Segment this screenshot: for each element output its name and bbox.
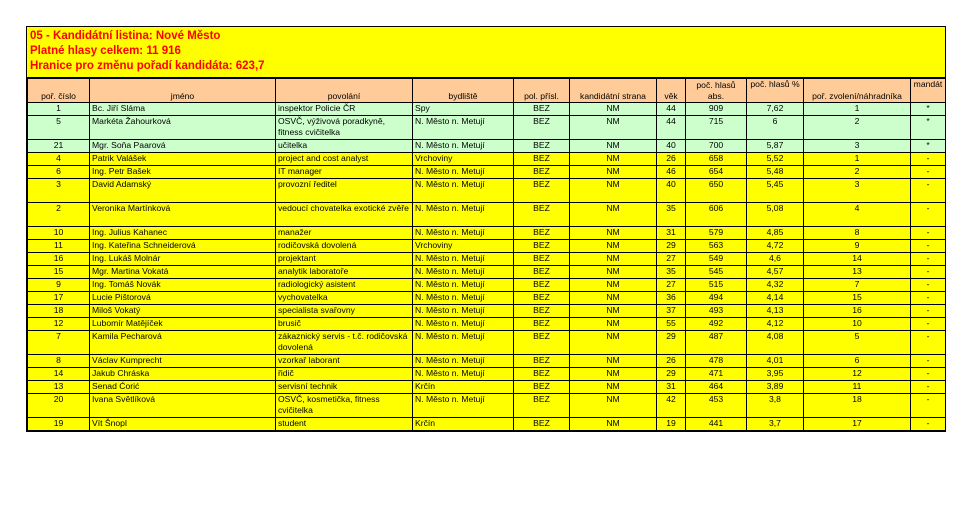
cell-strana: NM <box>570 381 657 394</box>
cell-poradi: 12 <box>804 368 911 381</box>
cell-abs: 487 <box>686 331 747 355</box>
cell-abs: 563 <box>686 240 747 253</box>
cell-abs: 606 <box>686 203 747 227</box>
cell-povolani: radiologický asistent <box>276 279 413 292</box>
cell-abs: 441 <box>686 418 747 431</box>
cell-jmeno: Ing. Petr Bašek <box>90 166 276 179</box>
cell-cislo: 19 <box>28 418 90 431</box>
cell-mandat: - <box>911 331 946 355</box>
cell-povolani: analytik laboratoře <box>276 266 413 279</box>
cell-mandat: - <box>911 227 946 240</box>
cell-pct: 4,32 <box>747 279 804 292</box>
cell-bydliste: N. Město n. Metují <box>413 266 514 279</box>
col-header-pol: pol. přísl. <box>514 79 570 103</box>
cell-poradi: 13 <box>804 266 911 279</box>
table-header-row <box>28 79 946 103</box>
cell-povolani: vzorkař laborant <box>276 355 413 368</box>
cell-strana: NM <box>570 116 657 140</box>
cell-vek: 35 <box>657 266 686 279</box>
cell-pol: BEZ <box>514 279 570 292</box>
cell-povolani: project and cost analyst <box>276 153 413 166</box>
cell-vek: 19 <box>657 418 686 431</box>
cell-pol: BEZ <box>514 103 570 116</box>
cell-pct: 3,89 <box>747 381 804 394</box>
cell-vek: 27 <box>657 279 686 292</box>
cell-jmeno: Patrik Valášek <box>90 153 276 166</box>
table-row <box>28 140 946 153</box>
cell-pct: 4,57 <box>747 266 804 279</box>
cell-cislo: 11 <box>28 240 90 253</box>
table-row <box>28 153 946 166</box>
cell-bydliste: Krčín <box>413 381 514 394</box>
cell-poradi: 2 <box>804 166 911 179</box>
cell-vek: 26 <box>657 355 686 368</box>
cell-jmeno: Miloš Vokatý <box>90 305 276 318</box>
cell-pol: BEZ <box>514 318 570 331</box>
col-header-cislo: poř. číslo <box>28 79 90 103</box>
sheet-header <box>27 27 945 78</box>
cell-bydliste: Vrchoviny <box>413 153 514 166</box>
cell-mandat: - <box>911 368 946 381</box>
cell-bydliste: N. Město n. Metují <box>413 292 514 305</box>
cell-vek: 29 <box>657 368 686 381</box>
table-row <box>28 279 946 292</box>
table-row <box>28 305 946 318</box>
cell-pol: BEZ <box>514 166 570 179</box>
cell-strana: NM <box>570 355 657 368</box>
cell-povolani: projektant <box>276 253 413 266</box>
cell-pol: BEZ <box>514 331 570 355</box>
cell-abs: 453 <box>686 394 747 418</box>
cell-cislo: 16 <box>28 253 90 266</box>
cell-jmeno: David Adamský <box>90 179 276 203</box>
cell-poradi: 7 <box>804 279 911 292</box>
cell-strana: NM <box>570 240 657 253</box>
cell-pct: 3,7 <box>747 418 804 431</box>
cell-bydliste: N. Město n. Metují <box>413 253 514 266</box>
cell-vek: 44 <box>657 116 686 140</box>
cell-bydliste: N. Město n. Metují <box>413 394 514 418</box>
cell-mandat: - <box>911 305 946 318</box>
cell-cislo: 21 <box>28 140 90 153</box>
cell-bydliste: N. Město n. Metují <box>413 318 514 331</box>
cell-jmeno: Ing. Julius Kahanec <box>90 227 276 240</box>
cell-povolani: zákaznický servis - t.č. rodičovská dovolená <box>276 331 413 355</box>
cell-mandat: - <box>911 253 946 266</box>
cell-pct: 5,48 <box>747 166 804 179</box>
cell-poradi: 8 <box>804 227 911 240</box>
cell-abs: 492 <box>686 318 747 331</box>
cell-abs: 464 <box>686 381 747 394</box>
cell-vek: 37 <box>657 305 686 318</box>
cell-bydliste: N. Město n. Metují <box>413 279 514 292</box>
cell-cislo: 3 <box>28 179 90 203</box>
cell-pol: BEZ <box>514 227 570 240</box>
cell-jmeno: Veronika Martínková <box>90 203 276 227</box>
cell-poradi: 1 <box>804 103 911 116</box>
cell-jmeno: Kamila Pecharová <box>90 331 276 355</box>
col-header-mandat: mandát <box>911 79 946 103</box>
cell-jmeno: Ing. Lukáš Molnár <box>90 253 276 266</box>
cell-pct: 4,13 <box>747 305 804 318</box>
cell-povolani: IT manager <box>276 166 413 179</box>
cell-povolani: vychovatelka <box>276 292 413 305</box>
table-row <box>28 318 946 331</box>
cell-vek: 46 <box>657 166 686 179</box>
cell-strana: NM <box>570 179 657 203</box>
cell-poradi: 17 <box>804 418 911 431</box>
cell-jmeno: Senad Ćorić <box>90 381 276 394</box>
cell-jmeno: Mgr. Soňa Paarová <box>90 140 276 153</box>
cell-jmeno: Jakub Chráska <box>90 368 276 381</box>
cell-mandat: - <box>911 153 946 166</box>
cell-cislo: 13 <box>28 381 90 394</box>
cell-jmeno: Mgr. Martina Vokatá <box>90 266 276 279</box>
cell-vek: 44 <box>657 103 686 116</box>
cell-poradi: 11 <box>804 381 911 394</box>
table-row <box>28 166 946 179</box>
cell-pct: 7,62 <box>747 103 804 116</box>
cell-vek: 40 <box>657 179 686 203</box>
cell-poradi: 10 <box>804 318 911 331</box>
cell-vek: 29 <box>657 240 686 253</box>
cell-mandat: - <box>911 381 946 394</box>
cell-bydliste: N. Město n. Metují <box>413 203 514 227</box>
cell-povolani: provozní ředitel <box>276 179 413 203</box>
cell-mandat: - <box>911 266 946 279</box>
col-header-jmeno: jméno <box>90 79 276 103</box>
table-row <box>28 394 946 418</box>
cell-pol: BEZ <box>514 355 570 368</box>
cell-povolani: učitelka <box>276 140 413 153</box>
cell-abs: 650 <box>686 179 747 203</box>
cell-vek: 31 <box>657 227 686 240</box>
cell-pct: 5,52 <box>747 153 804 166</box>
cell-poradi: 15 <box>804 292 911 305</box>
cell-strana: NM <box>570 253 657 266</box>
cell-povolani: specialista svařovny <box>276 305 413 318</box>
cell-mandat: * <box>911 103 946 116</box>
cell-povolani: řidič <box>276 368 413 381</box>
cell-povolani: OSVČ, kosmetička, fitness cvičitelka <box>276 394 413 418</box>
cell-strana: NM <box>570 368 657 381</box>
table-row <box>28 355 946 368</box>
cell-strana: NM <box>570 166 657 179</box>
cell-pct: 4,72 <box>747 240 804 253</box>
cell-povolani: servisní technik <box>276 381 413 394</box>
valid-votes-total: Platné hlasy celkem: 11 916 <box>30 45 181 57</box>
cell-abs: 715 <box>686 116 747 140</box>
cell-pol: BEZ <box>514 116 570 140</box>
col-header-pct: poč. hlasů % <box>747 79 804 103</box>
table-row <box>28 103 946 116</box>
cell-poradi: 1 <box>804 153 911 166</box>
cell-poradi: 5 <box>804 331 911 355</box>
cell-strana: NM <box>570 203 657 227</box>
list-title: 05 - Kandidátní listina: Nové Město <box>30 30 221 42</box>
cell-mandat: * <box>911 116 946 140</box>
cell-pol: BEZ <box>514 179 570 203</box>
cell-bydliste: N. Město n. Metují <box>413 179 514 203</box>
cell-cislo: 1 <box>28 103 90 116</box>
cell-cislo: 9 <box>28 279 90 292</box>
cell-cislo: 7 <box>28 331 90 355</box>
table-row <box>28 116 946 140</box>
cell-mandat: - <box>911 292 946 305</box>
cell-povolani: brusič <box>276 318 413 331</box>
table-row <box>28 179 946 203</box>
cell-bydliste: Spy <box>413 103 514 116</box>
cell-cislo: 2 <box>28 203 90 227</box>
cell-bydliste: N. Město n. Metují <box>413 116 514 140</box>
cell-cislo: 17 <box>28 292 90 305</box>
cell-strana: NM <box>570 140 657 153</box>
table-row <box>28 418 946 431</box>
cell-bydliste: N. Město n. Metují <box>413 355 514 368</box>
cell-bydliste: N. Město n. Metují <box>413 305 514 318</box>
cell-mandat: - <box>911 166 946 179</box>
cell-abs: 579 <box>686 227 747 240</box>
cell-cislo: 6 <box>28 166 90 179</box>
cell-jmeno: Ivana Světlíková <box>90 394 276 418</box>
cell-pct: 4,08 <box>747 331 804 355</box>
table-row <box>28 331 946 355</box>
cell-pct: 5,08 <box>747 203 804 227</box>
cell-strana: NM <box>570 266 657 279</box>
cell-vek: 36 <box>657 292 686 305</box>
cell-vek: 40 <box>657 140 686 153</box>
col-header-poradi: poř. zvolení/náhradníka <box>804 79 911 103</box>
cell-pct: 3,8 <box>747 394 804 418</box>
cell-bydliste: N. Město n. Metují <box>413 227 514 240</box>
cell-bydliste: Krčín <box>413 418 514 431</box>
cell-cislo: 18 <box>28 305 90 318</box>
cell-vek: 27 <box>657 253 686 266</box>
cell-cislo: 8 <box>28 355 90 368</box>
col-header-abs: poč. hlasů abs. <box>686 79 747 103</box>
cell-mandat: - <box>911 279 946 292</box>
col-header-vek: věk <box>657 79 686 103</box>
cell-mandat: - <box>911 418 946 431</box>
cell-povolani: OSVČ, výživová poradkyně, fitness cvičitelka <box>276 116 413 140</box>
cell-strana: NM <box>570 318 657 331</box>
cell-pol: BEZ <box>514 140 570 153</box>
cell-bydliste: Vrchoviny <box>413 240 514 253</box>
cell-poradi: 6 <box>804 355 911 368</box>
cell-poradi: 14 <box>804 253 911 266</box>
cell-strana: NM <box>570 331 657 355</box>
cell-strana: NM <box>570 153 657 166</box>
cell-pol: BEZ <box>514 368 570 381</box>
cell-mandat: - <box>911 203 946 227</box>
cell-abs: 545 <box>686 266 747 279</box>
col-header-strana: kandidátní strana <box>570 79 657 103</box>
cell-cislo: 15 <box>28 266 90 279</box>
cell-poradi: 18 <box>804 394 911 418</box>
cell-jmeno: Markéta Žahourková <box>90 116 276 140</box>
cell-pol: BEZ <box>514 305 570 318</box>
cell-poradi: 16 <box>804 305 911 318</box>
candidate-list-sheet <box>26 26 946 432</box>
table-row <box>28 203 946 227</box>
cell-strana: NM <box>570 305 657 318</box>
cell-pol: BEZ <box>514 292 570 305</box>
cell-vek: 26 <box>657 153 686 166</box>
cell-strana: NM <box>570 292 657 305</box>
cell-abs: 471 <box>686 368 747 381</box>
cell-bydliste: N. Město n. Metují <box>413 140 514 153</box>
cell-pct: 6 <box>747 116 804 140</box>
cell-mandat: * <box>911 140 946 153</box>
cell-pct: 4,01 <box>747 355 804 368</box>
cell-pol: BEZ <box>514 266 570 279</box>
table-row <box>28 240 946 253</box>
cell-jmeno: Václav Kumprecht <box>90 355 276 368</box>
cell-cislo: 20 <box>28 394 90 418</box>
cell-povolani: student <box>276 418 413 431</box>
cell-jmeno: Ing. Tomáš Novák <box>90 279 276 292</box>
candidates-table <box>27 78 946 431</box>
cell-poradi: 3 <box>804 179 911 203</box>
table-row <box>28 292 946 305</box>
cell-strana: NM <box>570 418 657 431</box>
cell-pct: 3,95 <box>747 368 804 381</box>
cell-povolani: rodičovská dovolená <box>276 240 413 253</box>
col-header-bydliste: bydliště <box>413 79 514 103</box>
cell-vek: 31 <box>657 381 686 394</box>
cell-cislo: 5 <box>28 116 90 140</box>
cell-abs: 515 <box>686 279 747 292</box>
cell-strana: NM <box>570 279 657 292</box>
cell-poradi: 4 <box>804 203 911 227</box>
cell-bydliste: N. Město n. Metují <box>413 166 514 179</box>
table-row <box>28 266 946 279</box>
cell-pct: 4,14 <box>747 292 804 305</box>
candidates-body <box>28 103 946 431</box>
table-row <box>28 368 946 381</box>
cell-strana: NM <box>570 103 657 116</box>
cell-mandat: - <box>911 355 946 368</box>
order-change-threshold: Hranice pro změnu pořadí kandidáta: 623,7 <box>30 60 265 72</box>
cell-strana: NM <box>570 394 657 418</box>
cell-vek: 42 <box>657 394 686 418</box>
cell-poradi: 2 <box>804 116 911 140</box>
cell-abs: 658 <box>686 153 747 166</box>
cell-vek: 35 <box>657 203 686 227</box>
cell-povolani: vedoucí chovatelka exotické zvěře <box>276 203 413 227</box>
cell-vek: 55 <box>657 318 686 331</box>
cell-cislo: 14 <box>28 368 90 381</box>
table-row <box>28 253 946 266</box>
cell-mandat: - <box>911 318 946 331</box>
cell-pol: BEZ <box>514 203 570 227</box>
cell-pol: BEZ <box>514 240 570 253</box>
cell-mandat: - <box>911 240 946 253</box>
cell-abs: 549 <box>686 253 747 266</box>
cell-bydliste: N. Město n. Metují <box>413 368 514 381</box>
cell-abs: 700 <box>686 140 747 153</box>
table-row <box>28 227 946 240</box>
cell-pct: 4,6 <box>747 253 804 266</box>
cell-poradi: 3 <box>804 140 911 153</box>
cell-mandat: - <box>911 179 946 203</box>
cell-pct: 4,85 <box>747 227 804 240</box>
cell-cislo: 10 <box>28 227 90 240</box>
cell-povolani: inspektor Policie ČR <box>276 103 413 116</box>
cell-jmeno: Lucie Pištorová <box>90 292 276 305</box>
cell-vek: 29 <box>657 331 686 355</box>
cell-abs: 478 <box>686 355 747 368</box>
cell-strana: NM <box>570 227 657 240</box>
table-row <box>28 381 946 394</box>
cell-pol: BEZ <box>514 418 570 431</box>
cell-cislo: 12 <box>28 318 90 331</box>
cell-pol: BEZ <box>514 381 570 394</box>
cell-mandat: - <box>911 394 946 418</box>
col-header-povolani: povolání <box>276 79 413 103</box>
cell-abs: 654 <box>686 166 747 179</box>
cell-bydliste: N. Město n. Metují <box>413 331 514 355</box>
cell-pct: 5,45 <box>747 179 804 203</box>
cell-poradi: 9 <box>804 240 911 253</box>
cell-pol: BEZ <box>514 153 570 166</box>
cell-pct: 4,12 <box>747 318 804 331</box>
cell-jmeno: Bc. Jiří Sláma <box>90 103 276 116</box>
cell-jmeno: Lubomír Matějíček <box>90 318 276 331</box>
cell-jmeno: Ing. Kateřina Schneiderová <box>90 240 276 253</box>
cell-cislo: 4 <box>28 153 90 166</box>
cell-abs: 493 <box>686 305 747 318</box>
cell-jmeno: Vít Šnopl <box>90 418 276 431</box>
cell-povolani: manažer <box>276 227 413 240</box>
cell-abs: 494 <box>686 292 747 305</box>
cell-abs: 909 <box>686 103 747 116</box>
cell-pct: 5,87 <box>747 140 804 153</box>
cell-pol: BEZ <box>514 253 570 266</box>
cell-pol: BEZ <box>514 394 570 418</box>
